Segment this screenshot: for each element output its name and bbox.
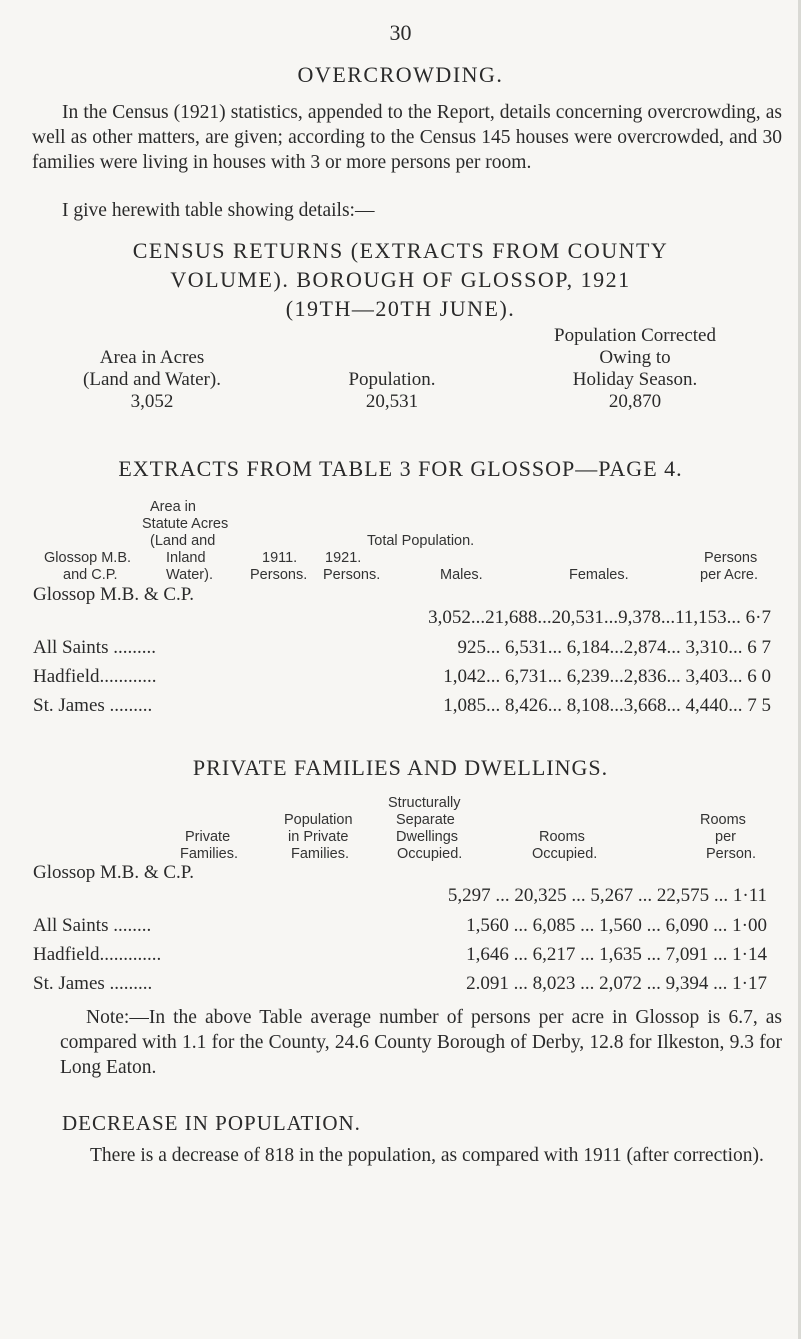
page-number: 30 <box>389 20 412 45</box>
census-population-value: 20,531 <box>365 391 419 412</box>
census-corrected-value: 20,870 <box>608 391 662 412</box>
census-area-value: 3,052 <box>130 391 174 412</box>
extracts-glossop-values: 3,052...21,688...20,531...9,378...11,153... 6·7 <box>428 607 771 628</box>
extracts-glossop-label: Glossop M.B. & C.P. <box>33 584 195 605</box>
private-row-label: St. James ......... <box>33 973 153 994</box>
extracts-h-1921a: 1921. <box>325 550 362 566</box>
census-title-line2: VOLUME). BOROUGH OF GLOSSOP, 1921 <box>170 267 631 292</box>
overcrowding-text: In the Census (1921) statistics, appended to the Report, details concerning overcrowding, as well as other matters, are given; according to the Census 145 houses were overcrowded, and 30 families were living in houses with 3 or more persons per room. <box>32 102 782 173</box>
extracts-row-label: St. James ......... <box>33 695 153 716</box>
extracts-h-persons1: Persons <box>704 550 758 566</box>
private-h2c: Families. <box>291 846 350 862</box>
extracts-h-1921b: Persons. <box>323 567 381 583</box>
private-h5a: Rooms <box>700 812 746 828</box>
extracts-h-area2: Statute Acres <box>142 516 229 532</box>
private-h3a: Structurally <box>388 795 461 811</box>
extracts-h-area3: (Land and <box>150 533 216 549</box>
extracts-h-total: Total Population. <box>367 533 475 549</box>
extracts-row-values: 1,085... 8,426... 8,108...3,668... 4,440... 7 5 <box>443 695 771 716</box>
private-h3d: Occupied. <box>397 846 463 862</box>
census-population-header <box>292 369 492 413</box>
private-h3b: Separate <box>396 812 455 828</box>
extracts-row-label: Hadfield............ <box>33 666 157 687</box>
extracts-h-area4: Inland <box>166 550 206 566</box>
private-row-label: Hadfield............. <box>33 944 162 965</box>
extracts-title: EXTRACTS FROM TABLE 3 FOR GLOSSOP—PAGE 4. <box>118 456 683 481</box>
census-corrected-label2: Owing to <box>599 347 671 368</box>
census-population-label: Population. <box>348 369 436 390</box>
private-title: PRIVATE FAMILIES AND DWELLINGS. <box>192 755 609 780</box>
extracts-h-glossop2: and C.P. <box>63 567 118 583</box>
private-h2b: in Private <box>288 829 349 845</box>
private-row-label: All Saints ........ <box>33 915 152 936</box>
extracts-h-persons2: per Acre. <box>700 567 759 583</box>
census-corrected-label3: Holiday Season. <box>572 369 698 390</box>
private-row-values: 1,560 ... 6,085 ... 1,560 ... 6,090 ... 1·00 <box>466 915 767 936</box>
extracts-h-females: Females. <box>569 567 629 583</box>
private-h4a: Rooms <box>539 829 585 845</box>
extracts-h-1911b: Persons. <box>250 567 308 583</box>
extracts-h-area1: Area in <box>150 499 196 515</box>
census-title-line3: (19TH—20TH JUNE). <box>285 296 516 321</box>
extracts-h-area5: Water). <box>166 567 213 583</box>
note-text: Note:—In the above Table average number of persons per acre in Glossop is 6.7, as compared with 1.1 for the County, 24.6 County Borough of Derby, 12.8 for Ilkeston, 9.3 for Long Eaton. <box>60 1007 782 1078</box>
table-intro-text: I give herewith table showing details:— <box>62 200 375 221</box>
private-row-values: 2.091 ... 8,023 ... 2,072 ... 9,394 ... 1·17 <box>466 973 767 994</box>
private-row-values: 1,646 ... 6,217 ... 1,635 ... 7,091 ... 1·14 <box>466 944 767 965</box>
overcrowding-heading: OVERCROWDING. <box>297 62 504 87</box>
note-paragraph <box>60 1005 782 1080</box>
private-h2a: Population <box>284 812 353 828</box>
extracts-h-glossop1: Glossop M.B. <box>44 550 132 566</box>
census-title-line1: CENSUS RETURNS (EXTRACTS FROM COUNTY <box>132 238 669 263</box>
private-glossop-values: 5,297 ... 20,325 ... 5,267 ... 22,575 ... 1·11 <box>447 885 767 906</box>
decrease-heading: DECREASE IN POPULATION. <box>62 1111 361 1135</box>
private-h5c: Person. <box>706 846 756 862</box>
extracts-row-label: All Saints ......... <box>33 637 156 658</box>
private-glossop-label: Glossop M.B. & C.P. <box>33 862 195 883</box>
census-area-label2: (Land and Water). <box>83 369 221 390</box>
private-h1a: Private <box>185 829 231 845</box>
decrease-paragraph <box>60 1143 782 1168</box>
decrease-text: There is a decrease of 818 in the population, as compared with 1911 (after correction). <box>90 1145 764 1166</box>
census-corrected-label1: Population Corrected <box>554 325 716 346</box>
extracts-h-1911a: 1911. <box>262 550 298 566</box>
census-corrected-header <box>500 325 770 413</box>
private-h1b: Families. <box>180 846 239 862</box>
private-h5b: per <box>715 829 736 845</box>
census-area-header <box>32 347 272 413</box>
extracts-row-values: 925... 6,531... 6,184...2,874... 3,310... 6 7 <box>457 637 771 658</box>
overcrowding-paragraph <box>32 100 782 175</box>
extracts-row-values: 1,042... 6,731... 6,239...2,836... 3,403... 6 0 <box>443 666 771 687</box>
extracts-h-males: Males. <box>440 567 483 583</box>
private-h4b: Occupied. <box>532 846 598 862</box>
table-intro-paragraph <box>32 198 782 223</box>
census-area-label1: Area in Acres <box>99 347 205 368</box>
private-h3c: Dwellings <box>396 829 459 845</box>
